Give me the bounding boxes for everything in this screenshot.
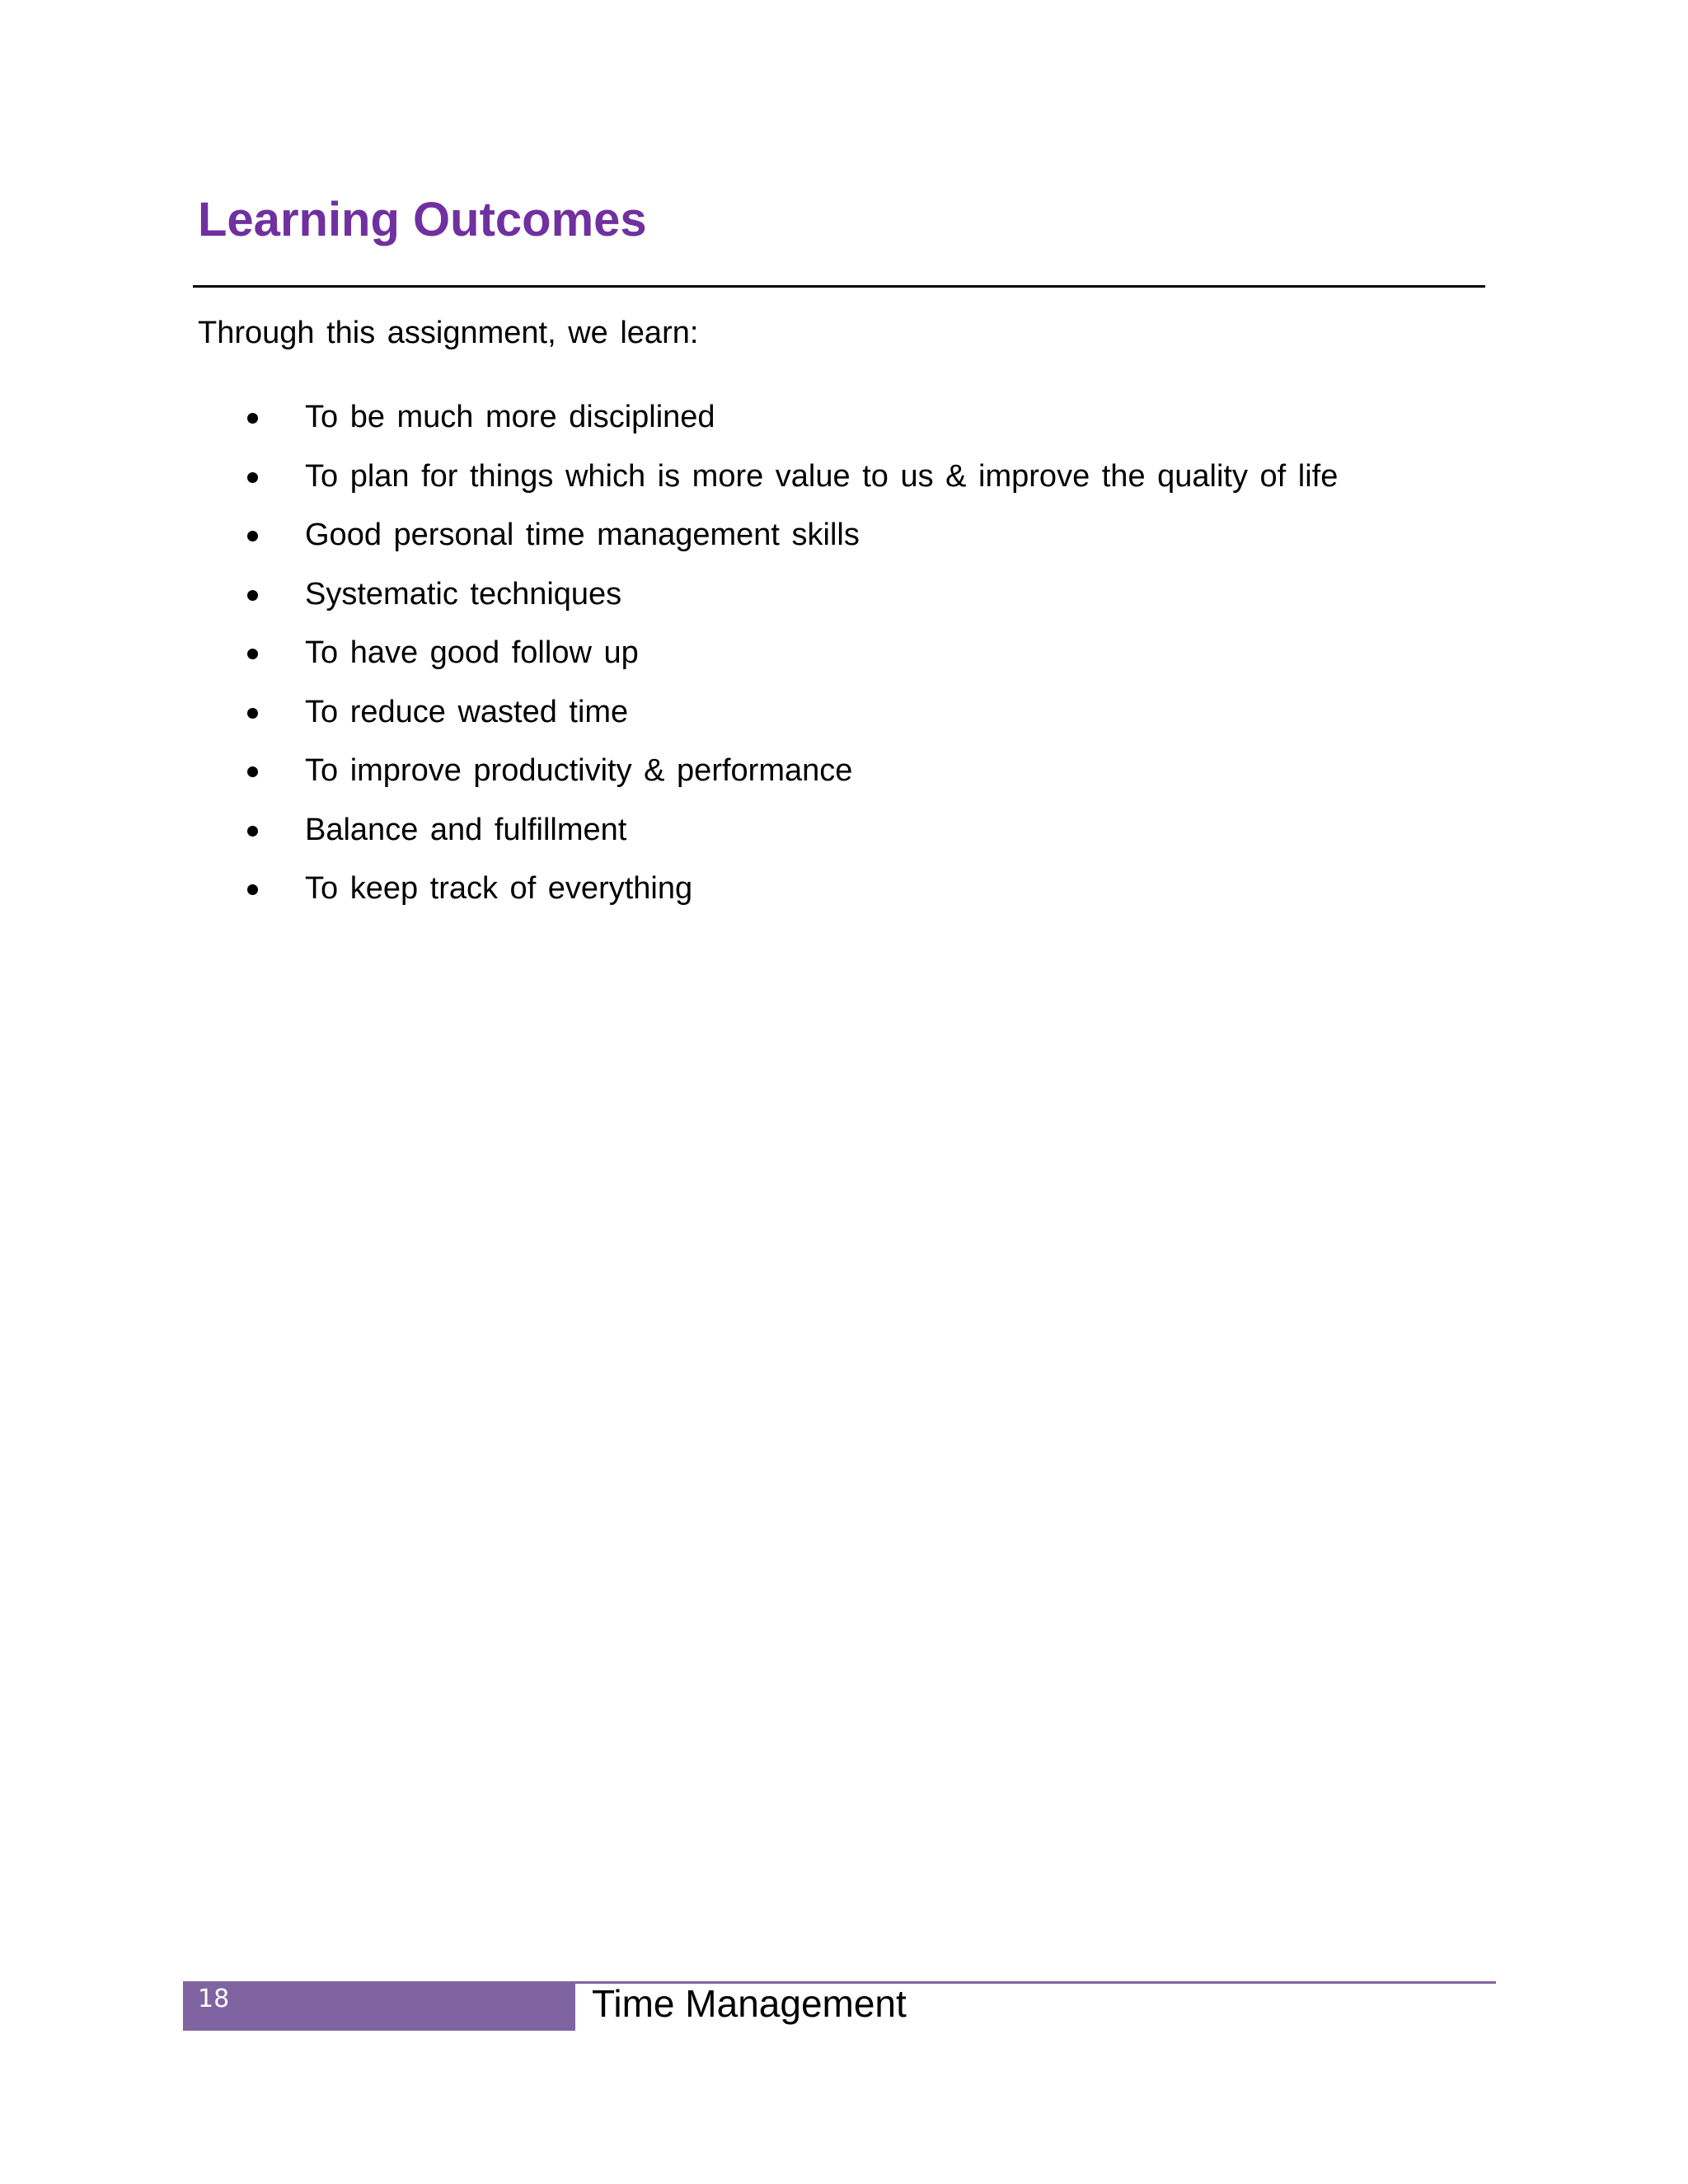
list-item-text: To improve productivity & performance <box>305 753 853 788</box>
bullet-icon <box>247 708 258 719</box>
page-number: 18 <box>198 1985 230 2013</box>
list-item-text: To have good follow up <box>305 635 639 670</box>
list-item-text: Good personal time management skills <box>305 518 860 552</box>
footer-page-band <box>183 1981 575 2031</box>
list-item-text: To reduce wasted time <box>305 694 629 729</box>
list-item-text: To plan for things which is more value to us & improve the quality of life <box>305 458 1339 494</box>
footer-title: Time Management <box>592 1982 907 2025</box>
page-title: Learning Outcomes <box>198 193 647 246</box>
intro-text: Through this assignment, we learn: <box>198 316 699 350</box>
list-item-text: Systematic techniques <box>305 576 622 612</box>
bullet-icon <box>247 413 258 424</box>
bullet-icon <box>247 472 258 483</box>
list-item-text: To keep track of everything <box>305 871 693 906</box>
list-item-text: Balance and fulfillment <box>305 812 627 847</box>
bullet-icon <box>247 649 258 659</box>
list-item-text: To be much more disciplined <box>305 400 715 434</box>
bullet-icon <box>247 884 258 895</box>
bullet-icon <box>247 590 258 601</box>
bullet-icon <box>247 531 258 541</box>
bullet-icon <box>247 766 258 777</box>
title-divider <box>193 285 1485 288</box>
bullet-icon <box>247 826 258 837</box>
